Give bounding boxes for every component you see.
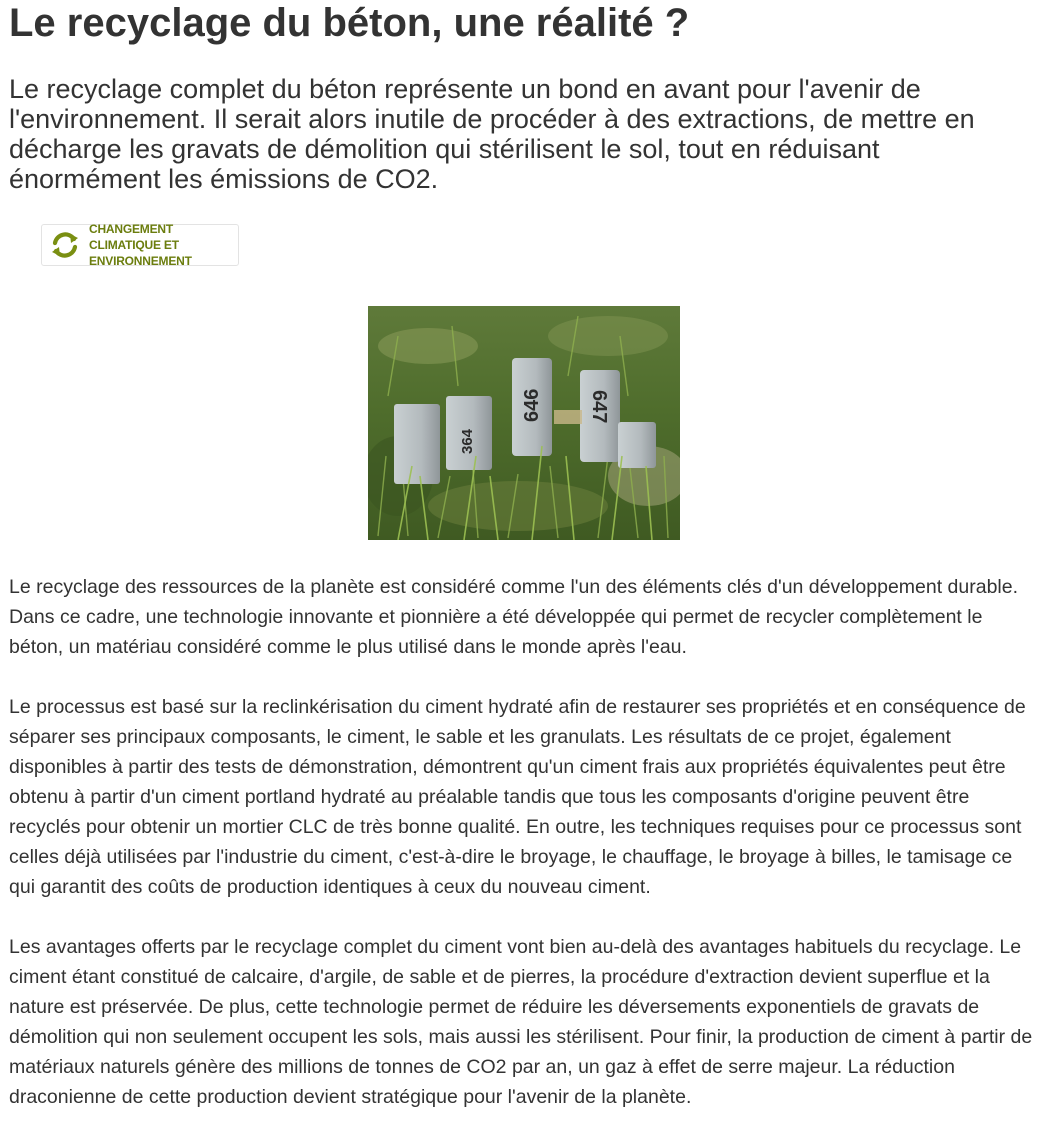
recycle-arrows-icon — [48, 228, 82, 262]
article-photo — [368, 306, 680, 540]
article-lead: Le recyclage complet du béton représente un bond en avant pour l'avenir de l'environnement. Il serait alors inutile de procéder à des extractions, de mettre en décharge les gravats de démolition qui stérilisent le sol, tout en réduisant énormément les émissions de CO2. — [9, 74, 975, 194]
article-paragraph-2: Le processus est basé sur la reclinkérisation du ciment hydraté afin de restaurer ses propriétés et en conséquence de séparer ses principaux composants, le ciment, le sable et les granulats. Les résultats de ce projet, également disponibles à partir des tests de démonstration, démontrent qu'un ciment frais aux propriétés équivalentes peut être obtenu à partir d'un ciment portland hydraté au préalable tandis que tous les composants d'origine peuvent être recyclés pour obtenir un mortier CLC de très bonne qualité. En outre, les techniques requises pour ce processus sont celles déjà utilisées par l'industrie du ciment, c'est-à-dire le broyage, le chauffage, le broyage à billes, le tamisage ce qui garantit des coûts de production identiques à ceux du nouveau ciment. — [9, 696, 1026, 898]
article-title: Le recyclage du béton, une réalité ? — [9, 1, 690, 45]
article-body — [9, 572, 1037, 1133]
concrete-samples-photo — [368, 306, 680, 540]
sample-label-364: 364 — [459, 428, 476, 454]
article-paragraph-1: Le recyclage des ressources de la planète est considéré comme l'un des éléments clés d'un développement durable. Dans ce cadre, une technologie innovante et pionnière a été développée qui permet de recycler complètement le béton, un matériau considéré comme le plus utilisé dans le monde après l'eau. — [9, 576, 1019, 658]
sample-label-646: 646 — [521, 388, 543, 422]
category-tag-label: CHANGEMENT CLIMATIQUE ET ENVIRONNEMENT — [89, 222, 192, 268]
sample-label-647: 647 — [588, 390, 610, 424]
category-tag-link[interactable] — [41, 224, 239, 266]
article-paragraph-3: Les avantages offerts par le recyclage complet du ciment vont bien au-delà des avantages habituels du recyclage. Le ciment étant constitué de calcaire, d'argile, de sable et de pierres, la procédure d'extraction devient superflue et la nature est préservée. De plus, cette technologie permet de réduire les déversements exponentiels de gravats de démolition qui non seulement occupent les sols, mais aussi les stérilisent. Pour finir, la production de ciment à partir de matériaux naturels génère des millions de tonnes de CO2 par an, un gaz à effet de serre majeur. La réduction draconienne de cette production devient stratégique pour l'avenir de la planète. — [9, 936, 1033, 1108]
article — [9, 0, 1039, 1108]
